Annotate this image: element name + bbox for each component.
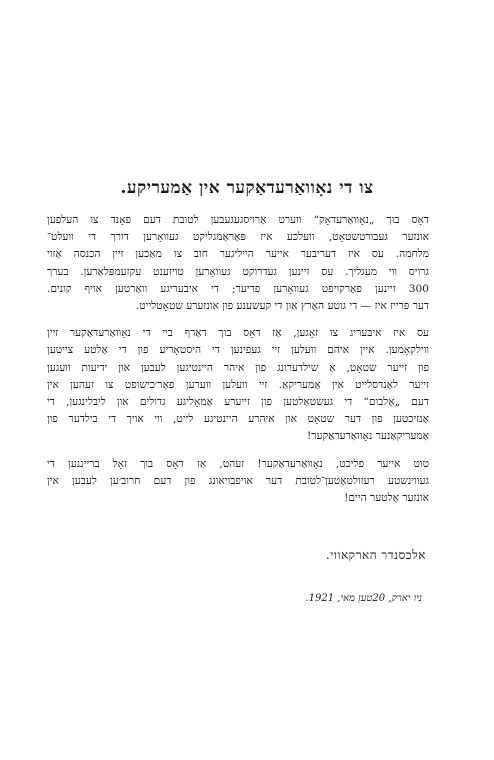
text-line: אַמעריקאַנער נאָוואַרעדאַקער! — [306, 430, 429, 443]
text-line: מלחמה. עס איז דעריבער אייער הייליגער חוב צו מאַכען זיין הכנסה אַזוי — [47, 248, 429, 261]
text-line: טוט אייער פליכט, נאָוואַרעדאַקער! זעהט, אַז דאָס בוך זאָל ברייננען די — [47, 457, 429, 470]
paragraph-1 — [47, 212, 441, 315]
text-line: גרויס ווי מעגליך. עס זיינען געדרוקט געוואָרען טויזענט עקזעמפּלאַרען. בערך — [47, 265, 429, 278]
text-line: ווילקאָמען. איין איהם וועלען זיי געפינען די היסטאָריע פון די אַלטע צייטען — [47, 344, 429, 357]
text-line: אונזער געבורטשטאָט, וועלכע איז פּאַראַמגליקט געוואָרען דורך די וועלט־ — [47, 231, 429, 244]
text-line: אונזער אַלטער היים! — [344, 492, 429, 505]
text-line: דאָס בוך „נאָוואַרעדאָק“ ווערט אַרויסגעגעבען לטובת דעם פאָנד צו העלפען — [47, 214, 429, 226]
page-title: צו די נאָוואַרעדאַקער אין אַמעריקע. — [120, 178, 374, 198]
text-line: פון זייער שטאָט, אַ שילדערונג פון איהר היינטיגען לעבען און ידיעות וועגען — [47, 361, 429, 374]
text-line: דער פּרייז איז — די גוטע האַרץ און די קעשענע פון אונזערע שטאָטלייט. — [135, 300, 429, 313]
text-line: 300 זיינען פאַרקויפט געוואָרען פריער; די איבעריגע וואַרטען אויף קונים. — [47, 282, 429, 295]
text-line: עס איז איבעריג צו זאָגען, אַז דאָס בוך דאַרף ביי די נאָוואַרעדאַקער זיין — [47, 327, 429, 340]
dateline: ניו יארק, 20טען מאי, 1921. — [305, 593, 422, 604]
body-text — [47, 212, 441, 517]
paragraph-2 — [47, 325, 441, 445]
text-line: זייער לאַנדסלייט אין אַמעריקאַ. זיי וועלען ווערען פאַר׳כישופט צו זעהען אין — [47, 378, 429, 391]
text-line: דעם „אַלבום“ די געשטאַלטען פון זייערע אַמאָליגע גדולים און ליבלינגען, די — [47, 396, 429, 409]
text-line: אַנזיכטען פון דער שטאָט און איהרע היינטיגע לייט, ווי אויך די בילדער פון — [47, 413, 429, 426]
paragraph-3 — [47, 456, 441, 508]
author-signature: אלכסנדר הארקאווי. — [325, 548, 426, 562]
text-line: געווינשטע רעזולטאַטען־לטובת דער אויפבויאונג פון דעם חרוב׳ען לעבען אין — [47, 474, 429, 487]
